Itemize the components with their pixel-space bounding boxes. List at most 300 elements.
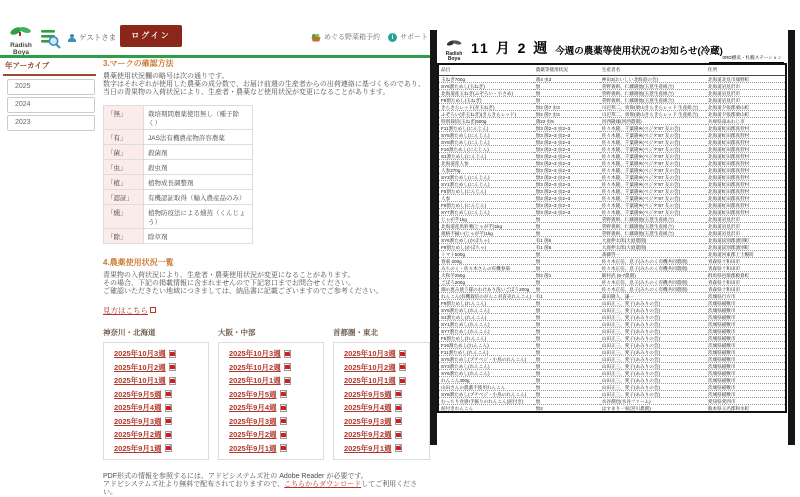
cell-address: 北海道河東郡上士幌町 — [706, 251, 786, 258]
pdf-report-link[interactable]: 2025年10月1週 — [229, 376, 281, 386]
pdf-report-link[interactable]: 2025年9月3週 — [229, 416, 277, 426]
cell-status: 無3 菌2~3 虫2~3 — [534, 181, 600, 188]
cell-address: 茨城県稲敷市 — [706, 335, 786, 342]
login-button[interactable]: ログイン — [120, 25, 182, 47]
pdf-link-row — [114, 388, 208, 402]
pdf-table-row — [438, 272, 786, 279]
cell-producer: 山田正三、愛子(あみりの会) — [600, 321, 706, 328]
cell-producer: 川辺邦二、勇偉(栗山きらきらレッド 生産組合) — [600, 111, 706, 118]
pdf-table-row — [438, 307, 786, 314]
pdf-report-link[interactable]: 2025年10月2週 — [229, 362, 281, 372]
cell-producer: 大庭伸太郎(大庭農園) — [600, 237, 706, 244]
cell-status: 無2 菌7 虫3 — [534, 104, 600, 111]
sidebar-title: 年アーカイブ — [5, 61, 50, 70]
pdf-report-link[interactable]: 2025年9月2週 — [114, 430, 162, 440]
cell-item: SY5割ためし(にんじん) — [438, 132, 534, 139]
pdf-report-link[interactable]: 2025年10月1週 — [344, 376, 396, 386]
pdf-report-link[interactable]: 2025年10月3週 — [114, 349, 166, 359]
pdf-table-row — [438, 356, 786, 363]
site-header — [0, 22, 430, 55]
guest-label — [68, 32, 116, 43]
cell-producer: 森田隆人、謙一 — [600, 293, 706, 300]
cell-producer: 山田正三、愛子(あみりの会) — [600, 356, 706, 363]
mark-symbol: 「燻」 — [104, 205, 144, 228]
cell-producer: 山田正三、愛子(あみりの会) — [600, 391, 706, 398]
cell-status: 無 — [534, 279, 600, 286]
cell-address: 北海道岩見沢市 — [706, 90, 786, 97]
mark-description: 植物防疫法による燻蒸（くんじょう） — [144, 205, 252, 228]
region-name: 大阪・中部 — [218, 328, 256, 337]
mark-description: 有機認証取得（輸入農産品のみ） — [144, 190, 252, 204]
pdf-icon — [165, 390, 172, 398]
cell-item: 人参270g — [438, 167, 534, 174]
cell-address: 青森県十和田市 — [706, 279, 786, 286]
cell-status: 無 — [534, 328, 600, 335]
cell-item: きらきらレッド(赤玉ねぎ) — [438, 104, 534, 111]
cell-address: 茨城県稲敷市 — [706, 363, 786, 370]
pdf-table-row — [438, 314, 786, 321]
cell-address: 北海道虻田郡真狩村 — [706, 195, 786, 202]
cell-item: SY7割ためし(れんこん) — [438, 328, 534, 335]
cell-item: むっちり食感!手掘りのれんこん(泥付き) — [438, 398, 534, 405]
cell-address: 北海道虻田郡真狩村 — [706, 181, 786, 188]
cell-status: 無 — [534, 398, 600, 405]
cell-producer: 佐々木隆、千葉隆※(ベジタ'87 友の会) — [600, 174, 706, 181]
mark-symbol: 「虫」 — [104, 160, 144, 174]
cell-item: トマト500g — [438, 251, 534, 258]
pdf-link-row — [229, 388, 323, 402]
pdf-icon — [284, 363, 291, 371]
pdf-report-link[interactable]: 2025年9月3週 — [114, 416, 162, 426]
cell-producer: 佐々木隆、千葉隆※(ベジタ'87 友の会) — [600, 181, 706, 188]
pdf-icon — [284, 377, 291, 385]
region-link-box — [333, 342, 430, 460]
col-header-address: 住所 — [706, 64, 786, 76]
pdf-table-row — [438, 370, 786, 377]
cell-status: 無 — [534, 216, 600, 223]
cell-status: 無3 菌2~3 虫2~3 — [534, 160, 600, 167]
cell-producer: 菅野義則、仁藤隆他(玉葱生産組合) — [600, 90, 706, 97]
pdf-table-row — [438, 223, 786, 230]
cell-status: 無3 菌2~3 虫2~3 — [534, 195, 600, 202]
pdf-link-row — [229, 361, 323, 375]
marks-table — [103, 105, 253, 244]
mark-row — [104, 190, 252, 205]
cell-address: 北海道虻田郡真狩村 — [706, 132, 786, 139]
mark-row — [104, 106, 252, 130]
mark-symbol: 「無」 — [104, 106, 144, 129]
pdf-report-link[interactable]: 2025年10月3週 — [344, 349, 396, 359]
pdf-icon — [395, 431, 402, 439]
pdf-week-title: 11 月 2 週 — [471, 40, 550, 56]
leaf-icon — [445, 39, 463, 47]
pdf-table-row — [438, 230, 786, 237]
cell-producer: 佐々木正信、息子(みちのく有機共同農園) — [600, 286, 706, 293]
cell-item: SY3割ためし(にんじん) — [438, 174, 534, 181]
cell-item: F5割ためし(にんじん) — [438, 188, 534, 195]
pdf-report-link[interactable]: 2025年9月1週 — [114, 443, 162, 453]
how-to-view-link[interactable]: 見方はこちら — [103, 306, 148, 315]
cell-producer: 神田3(おいしい北海道の会) — [600, 76, 706, 83]
cell-status: 無3 菌2~3 虫2~3 — [534, 139, 600, 146]
pdf-icon — [165, 444, 172, 452]
pdf-icon — [399, 363, 406, 371]
adobe-download-link[interactable]: こちらからダウンロード — [284, 481, 362, 488]
pdf-link-row — [344, 388, 429, 402]
cell-address: 北海道虻田郡真狩村 — [706, 146, 786, 153]
mark-description: JAS法有機農産物許容農薬 — [144, 130, 252, 144]
cell-status: 無3 菌2~3 虫2~3 — [534, 146, 600, 153]
guest-text: ゲストさま — [79, 33, 117, 42]
pdf-icon — [395, 404, 402, 412]
cell-address: 北海道虻田郡真狩村 — [706, 167, 786, 174]
cell-status: 有1 菌6 — [534, 237, 600, 244]
pdf-icon — [399, 377, 406, 385]
cell-address: 茨城県稲敷市 — [706, 314, 786, 321]
cell-address: 北海道岩見沢市 — [706, 223, 786, 230]
external-link-icon — [150, 307, 156, 313]
cell-status: 菌4 虫3 — [534, 76, 600, 83]
pdf-table-row — [438, 265, 786, 272]
cell-producer: 水谷潤也(水谷ファーム) — [600, 398, 706, 405]
section4-heading: 4.農薬使用状況一覧 — [103, 258, 174, 267]
cell-address: 北海道夕張郡栗山町 — [706, 111, 786, 118]
cell-item: F16割ためし(れんこん) — [438, 342, 534, 349]
mark-symbol: 「除」 — [104, 229, 144, 243]
cell-status: 無3 菌2~3 虫2~3 — [534, 209, 600, 216]
section3-text-1: 農薬使用状況欄の略号は次の通りです。 — [103, 73, 229, 80]
pdf-logo-line1: Radish — [445, 51, 463, 57]
section3-text-3: 当日の青果物の入荷状況により、生産者・農薬など使用状況が変更になることがあります。 — [103, 89, 390, 96]
cell-producer: 山田正三、愛子(あみりの会) — [600, 349, 706, 356]
logo-text-line1: Radish — [10, 42, 32, 49]
cell-address: 茨城県稲敷市 — [706, 349, 786, 356]
pdf-report-link[interactable]: 2025年10月2週 — [344, 362, 396, 372]
cell-status: 無3 菌2~3 虫2~3 — [534, 174, 600, 181]
mark-symbol: 「認証」 — [104, 190, 144, 204]
cell-address: 茨城県稲敷市 — [706, 356, 786, 363]
cell-status: 無 — [534, 300, 600, 307]
pdf-link-row — [229, 415, 323, 429]
pdf-table-row — [438, 139, 786, 146]
cell-item: F9割ためし(かぼちゃ) — [438, 244, 534, 251]
pdf-link-row — [229, 374, 323, 388]
pdf-table-row — [438, 181, 786, 188]
pdf-icon — [280, 444, 287, 452]
cell-producer: 佐々木隆、千葉隆※(ベジタ'87 友の会) — [600, 209, 706, 216]
pdf-icon — [169, 377, 176, 385]
cell-producer: 佐々木隆、千葉隆※(ベジタ'87 友の会) — [600, 139, 706, 146]
pdf-link-row — [229, 347, 323, 361]
pdf-link-row — [114, 347, 208, 361]
cell-item: みちのく・佐々木さんの有機春菊 — [438, 265, 534, 272]
menu-search-icon[interactable] — [40, 27, 62, 49]
cell-producer: 佐々木隆、千葉隆※(ベジタ'87 友の会) — [600, 195, 706, 202]
pdf-report-link[interactable]: 2025年10月1週 — [114, 376, 166, 386]
cell-producer: 佐々木隆、千葉隆※(ベジタ'87 友の会) — [600, 167, 706, 174]
cell-address: 茨城県稲敷市 — [706, 307, 786, 314]
pdf-table-header-row — [438, 64, 786, 76]
section3-heading: 3.マークの確認方法 — [103, 59, 174, 68]
cell-item: SY5割ためし(プチベジ・小鳥のれんこん) — [438, 356, 534, 363]
support-link[interactable] — [388, 32, 428, 42]
pdf-icon — [395, 444, 402, 452]
pdf-main-title: 今週の農薬等使用状況のお知らせ(冷蔵) — [555, 45, 723, 57]
mark-row — [104, 205, 252, 229]
cell-item: F9割ためし(玉ねぎ) — [438, 97, 534, 104]
cell-status: 無 — [534, 230, 600, 237]
pdf-table-row — [438, 146, 786, 153]
cell-address: 北海道北見市端野町 — [706, 76, 786, 83]
cell-item: S1割ためし(れんこん) — [438, 314, 534, 321]
mark-row — [104, 130, 252, 145]
basket-icon — [311, 33, 321, 42]
adobe-note-line2 — [103, 481, 430, 497]
mark-description: 殺虫剤 — [144, 160, 252, 174]
pdf-header — [443, 34, 723, 62]
cell-producer: 山田正三、愛子(あみりの会) — [600, 328, 706, 335]
cell-address: 北海道虻田郡真狩村 — [706, 188, 786, 195]
pdf-table-row — [438, 76, 786, 83]
pdf-icon — [399, 350, 406, 358]
cell-status: 無2 菌1 — [534, 272, 600, 279]
region-link-box — [218, 342, 324, 460]
pdf-link-row — [344, 415, 429, 429]
pdf-link-row — [114, 415, 208, 429]
mark-row — [104, 145, 252, 160]
pdf-report-link[interactable]: 2025年9月5週 — [229, 389, 277, 399]
person-icon — [68, 34, 76, 42]
cell-producer: 佐々木正信、息子(みちのく有機共同農園) — [600, 265, 706, 272]
cell-item: SY5割ためし(れんこん) — [438, 307, 534, 314]
pdf-page-edge-left — [430, 30, 437, 445]
adobe-note-post: してご利用ください。 — [103, 481, 418, 496]
cell-address: 北海道岩見沢市 — [706, 216, 786, 223]
cell-producer: 佐々木隆、千葉隆※(ベジタ'87 友の会) — [600, 202, 706, 209]
cell-item: F9割ためし(れんこん) — [438, 300, 534, 307]
cell-status: 無 — [534, 286, 600, 293]
cell-address: 兵庫県南あわじ市 — [706, 118, 786, 125]
mark-symbol: 「植」 — [104, 175, 144, 189]
cell-status: 無3 菌2~3 虫2~3 — [534, 125, 600, 132]
pdf-report-link[interactable]: 2025年9月5週 — [344, 389, 392, 399]
pdf-link-row — [229, 401, 323, 415]
pdf-table-row — [438, 111, 786, 118]
pdf-table-row — [438, 279, 786, 286]
pdf-table-row — [438, 237, 786, 244]
section4-text-3: ご確認いただきたい地域につきましては、納品書に記載ございますのでご参考ください。 — [103, 288, 383, 295]
year-archive-item[interactable]: 2023 — [7, 115, 95, 131]
pdf-table-row — [438, 160, 786, 167]
veg-box-link[interactable] — [311, 32, 380, 42]
cell-status: 無 — [534, 349, 600, 356]
pdf-table-row — [438, 104, 786, 111]
pdf-icon — [280, 404, 287, 412]
cell-producer: 佐々木隆、千葉隆※(ベジタ'87 友の会) — [600, 188, 706, 195]
cell-address: 茨城県稲敷市 — [706, 342, 786, 349]
cell-status: 無 — [534, 83, 600, 90]
pdf-table-row — [438, 97, 786, 104]
cell-producer: 山田正三、愛子(あみりの会) — [600, 377, 706, 384]
pdf-report-link[interactable]: 2025年9月4週 — [229, 403, 277, 413]
year-archive-item[interactable]: 2025 — [7, 79, 95, 95]
pdf-link-row — [344, 442, 429, 456]
cell-producer: 佐々木隆、千葉隆※(ベジタ'87 友の会) — [600, 153, 706, 160]
pdf-viewer — [430, 0, 800, 450]
radish-boya-logo[interactable] — [7, 24, 35, 56]
pdf-report-link[interactable]: 2025年9月3週 — [344, 416, 392, 426]
cell-item: SY6割ためし(玉ねぎ) — [438, 83, 534, 90]
cell-address: 北海道夕張郡栗山町 — [706, 104, 786, 111]
cell-item: じゃが芋1kg — [438, 216, 534, 223]
cell-status: 菌22 虫5 — [534, 118, 600, 125]
pdf-table-row — [438, 167, 786, 174]
section4-text-2: その場合、下記の掲載情報に含まれませんので下記窓口までお問合せください。 — [103, 280, 355, 287]
pdf-icon — [280, 417, 287, 425]
cell-address: 茨城県行方市 — [706, 293, 786, 300]
cell-producer: 山田正三、愛子(あみりの会) — [600, 363, 706, 370]
mark-description: 栽培期間農薬使用無し（種子除く） — [144, 106, 252, 129]
cell-item: SY6割ためし(れんこん) — [438, 370, 534, 377]
cell-item: 人参 — [438, 195, 534, 202]
mark-row — [104, 229, 252, 244]
region-name: 神奈川・北海道 — [103, 328, 156, 337]
pdf-table-row — [438, 83, 786, 90]
cell-status: 無 — [534, 90, 600, 97]
cell-item: S1割ためし(にんじん) — [438, 153, 534, 160]
cell-producer: 佐々木正信、息子(みちのく有機共同農園) — [600, 279, 706, 286]
cell-item: 泥付きれんこん — [438, 405, 534, 413]
cell-item: SY6割ためし(プチベジ・小鳥のれんこん) — [438, 391, 534, 398]
cell-item: F5割ためし(れんこん) — [438, 335, 534, 342]
cell-producer: 佐々木隆、千葉隆※(ベジタ'87 友の会) — [600, 125, 706, 132]
cell-producer: 菅野義則、仁藤隆他(玉葱生産組合) — [600, 97, 706, 104]
cell-address: 茨城県稲敷市 — [706, 384, 786, 391]
col-header-item: 品目 — [438, 64, 534, 76]
sidebar-rule — [3, 74, 96, 76]
cell-status: 無 — [534, 356, 600, 363]
pdf-table-row — [438, 244, 786, 251]
cell-producer: 山田正三、愛子(あみりの会) — [600, 335, 706, 342]
cell-status: 無3 菌2~3 虫2~3 — [534, 167, 600, 174]
cell-producer: 山田正三、愛子(あみりの会) — [600, 307, 706, 314]
pdf-table-row — [438, 125, 786, 132]
region-link-box — [103, 342, 209, 460]
cell-item: れんこん300g — [438, 377, 534, 384]
cell-address: 北海道虻田郡真狩村 — [706, 125, 786, 132]
cell-item: F9割ためし(にんじん) — [438, 202, 534, 209]
pdf-report-link[interactable]: 2025年9月4週 — [114, 403, 162, 413]
pdf-table-row — [438, 321, 786, 328]
adobe-note-pre: アドビシステムズ社より無料で配布されておりますので、 — [103, 481, 285, 488]
pdf-table-row — [438, 335, 786, 342]
cell-producer: 菅野義則、仁藤隆他(玉葱生産組合) — [600, 230, 706, 237]
cell-address: 北海道虻田郡真狩村 — [706, 202, 786, 209]
cell-item: 特別栽培(玉ねぎ)500g — [438, 118, 534, 125]
cell-status: 無 — [534, 370, 600, 377]
cell-item: 畑の恵み使う隊のわけあり洗いごぼう200g — [438, 286, 534, 293]
main-content — [103, 58, 430, 497]
cell-producer: 佐々木隆、千葉隆※(ベジタ'87 友の会) — [600, 132, 706, 139]
pdf-table-row — [438, 328, 786, 335]
cell-address: 北海道紋別郡湧別町 — [706, 237, 786, 244]
pdf-icon — [280, 390, 287, 398]
cell-address: 茨城県稲敷市 — [706, 370, 786, 377]
support-label: サポート — [400, 34, 428, 41]
pdf-report-link[interactable]: 2025年9月4週 — [344, 403, 392, 413]
pdf-report-link[interactable]: 2025年10月2週 — [114, 362, 166, 372]
cell-status: 無3 菌2~3 虫2~3 — [534, 132, 600, 139]
pdf-table-row — [438, 286, 786, 293]
pdf-table-row — [438, 363, 786, 370]
cell-status: 無 — [534, 384, 600, 391]
cell-item: SY1割ためし(れんこん) — [438, 321, 534, 328]
cell-item: 北海道産馬鈴薯(じゃが芋)1kg — [438, 223, 534, 230]
mark-description: 植物成長調整剤 — [144, 175, 252, 189]
year-archive-item[interactable]: 2024 — [7, 97, 95, 113]
cell-address: 北海道岩見沢市 — [706, 97, 786, 104]
region-kanagawa-hokkaido — [103, 327, 209, 460]
cell-address: 北海道岩見沢市 — [706, 230, 786, 237]
cell-producer: はすまり一家(宮川農園) — [600, 405, 706, 413]
cell-producer: 菅野義則、仁藤隆他(玉葱生産組合) — [600, 83, 706, 90]
mark-symbol: 「有」 — [104, 130, 144, 144]
pdf-report-link[interactable]: 2025年10月3週 — [229, 349, 281, 359]
pdf-table-row — [438, 251, 786, 258]
cell-status: 無 — [534, 342, 600, 349]
pdf-table-row — [438, 391, 786, 398]
cell-address: 北海道紋別郡湧別町 — [706, 244, 786, 251]
pdf-link-row — [344, 361, 429, 375]
cell-address: 北海道虻田郡真狩村 — [706, 160, 786, 167]
mark-symbol: 「菌」 — [104, 145, 144, 159]
cell-item: SY7割ためし(にんじん) — [438, 209, 534, 216]
pdf-report-link[interactable]: 2025年9月2週 — [344, 430, 392, 440]
pdf-report-link[interactable]: 2025年9月5週 — [114, 389, 162, 399]
pdf-table-row — [438, 216, 786, 223]
mark-row — [104, 160, 252, 175]
cell-status: 無3 菌2~3 虫2~3 — [534, 153, 600, 160]
cell-status: 無 — [534, 258, 600, 265]
pdf-icon — [284, 350, 291, 358]
pdf-link-row — [344, 374, 429, 388]
cell-status: 無 — [534, 363, 600, 370]
pdf-link-row — [114, 442, 208, 456]
cell-address: 北海道虻田郡真狩村 — [706, 209, 786, 216]
cell-item: 規格不揃い(じゃが芋)1kg — [438, 230, 534, 237]
pdf-table-row — [438, 118, 786, 125]
cell-item: F16割ためし(にんじん) — [438, 146, 534, 153]
cell-item: SY1割ためし(にんじん) — [438, 181, 534, 188]
cell-address: 茨城県稲敷市 — [706, 321, 786, 328]
year-archive-list — [0, 79, 100, 131]
cell-address: 北海道虻田郡真狩村 — [706, 174, 786, 181]
cell-producer: 佐々木正信、息子(みちのく有機共同農園) — [600, 258, 706, 265]
cell-address: 茨城県稲敷市 — [706, 300, 786, 307]
cell-producer: 山田正三、愛子(あみりの会) — [600, 370, 706, 377]
pdf-report-link[interactable]: 2025年9月1週 — [229, 443, 277, 453]
region-osaka-chubu — [218, 327, 324, 460]
cell-status: 無2 菌7 虫3 — [534, 111, 600, 118]
adobe-note-line1: PDF形式の情報を参照するには、アドビシステムズ社の Adobe Reader が必要です。 — [103, 473, 368, 480]
cell-producer: 河西隆雄(河西農園) — [600, 118, 706, 125]
pdf-report-link[interactable]: 2025年9月2週 — [229, 430, 277, 440]
pdf-link-row — [344, 428, 429, 442]
pdf-icon — [165, 417, 172, 425]
region-shutoken-tohoku — [333, 327, 430, 460]
region-columns — [103, 327, 430, 460]
pdf-report-link[interactable]: 2025年9月1週 — [344, 443, 392, 453]
